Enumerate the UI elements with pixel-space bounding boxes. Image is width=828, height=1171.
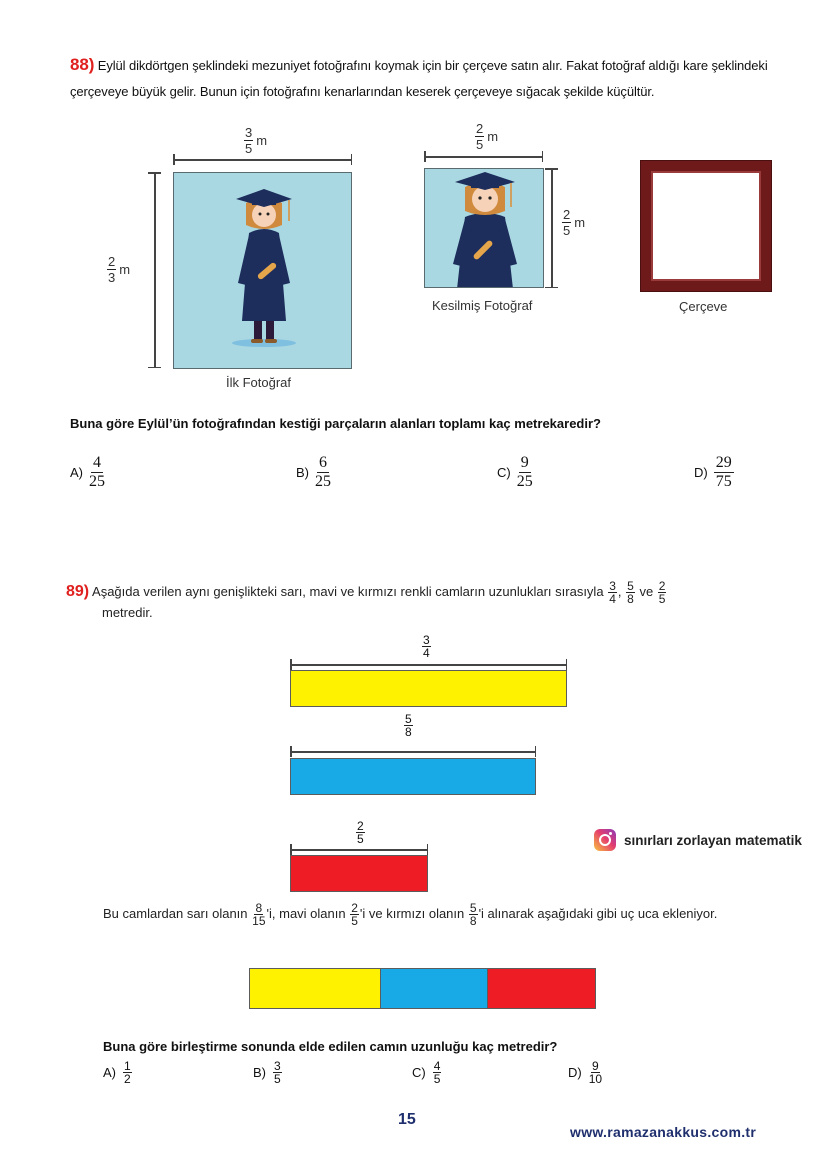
frame-caption: Çerçeve — [679, 299, 728, 314]
q88-text — [70, 52, 790, 105]
instagram-icon — [594, 829, 616, 851]
blue-bar-length-label: $\frac{5}{8}$ — [405, 712, 412, 739]
q89-text-2: Bu camlardan sarı olanın $\frac{8}{15}$ 'i, mavi olanın $\frac{2}{5}$ 'i ve kırmızı olanın $\frac{5}{8}$ 'i alınarak aşağıdaki gibi uç uca ekleniyor. — [103, 901, 718, 928]
q88-option-d[interactable]: D) $\frac{29}{75}$ — [694, 454, 732, 490]
red-bar-length-label: $\frac{2}{5}$ — [357, 819, 364, 846]
q89-question: Buna göre birleştirme sonunda elde edilen camın uzunluğu kaç metredir? — [103, 1039, 558, 1054]
picture-frame — [641, 161, 771, 291]
graduate-girl-cropped-icon — [425, 169, 544, 288]
instagram-handle[interactable]: sınırları zorlayan matematik — [594, 829, 802, 851]
first-photo-caption: İlk Fotoğraf — [226, 375, 292, 390]
cut-photo-height-dimension — [551, 168, 553, 288]
cut-photo-width-label: $\frac{2}{5}$ m — [476, 121, 499, 152]
q89-number: 89) — [66, 582, 90, 600]
q89-option-b[interactable]: B) 3 5 — [253, 1059, 281, 1086]
yellow-bar-dimension — [290, 664, 567, 666]
q88-number: 88) — [70, 55, 95, 74]
first-photo — [173, 172, 352, 369]
page-number: 15 — [398, 1111, 416, 1128]
yellow-glass-bar — [290, 670, 567, 707]
q88-option-a[interactable]: A) $\frac{4}{25}$ — [70, 454, 105, 490]
website-link[interactable]: www.ramazanakkus.com.tr — [570, 1124, 757, 1140]
q89-option-d[interactable]: D) 9 10 — [568, 1059, 603, 1086]
q89-text: 89) Aşağıda verilen aynı genişlikteki sarı, mavi ve kırmızı renkli camların uzunlukları sırasıyla $\frac{3}{4}$ , $\frac{5}{8}$ ve $\frac{2}{5}$ metredir. — [66, 579, 666, 620]
cut-photo — [424, 168, 544, 288]
q89-option-c[interactable]: C) 4 5 — [412, 1059, 441, 1086]
blue-glass-bar — [290, 758, 536, 795]
q88-option-c[interactable]: C) $\frac{9}{25}$ — [497, 454, 533, 490]
q88-body: Eylül dikdörtgen şeklindeki mezuniyet fotoğrafını koymak için bir çerçeve satın alır. Fakat fotoğraf aldığı kare şeklindeki çerçeveye büyük gelir. Bunun için fotoğrafını kenarlarından keserek çerçeveye sığacak şekilde küçültür. — [70, 58, 768, 99]
cut-photo-height-label: $\frac{2}{5}$ m — [563, 207, 586, 238]
q88-question: Buna göre Eylül’ün fotoğrafından kestiği parçaların alanları toplamı kaç metrekaredir? — [70, 416, 601, 431]
q89-option-a[interactable]: A) 1 2 — [103, 1059, 131, 1086]
first-photo-height-label: $\frac{2}{3}$ m — [108, 254, 131, 285]
joined-yellow-segment — [250, 969, 381, 1008]
red-bar-dimension — [290, 849, 428, 851]
graduate-girl-icon — [174, 173, 352, 369]
first-photo-height-dimension — [154, 172, 156, 368]
cut-photo-width-dimension — [424, 156, 543, 158]
cut-photo-caption: Kesilmiş Fotoğraf — [432, 298, 533, 313]
yellow-bar-length-label: $\frac{3}{4}$ — [423, 633, 430, 660]
first-photo-width-dimension — [173, 159, 352, 161]
first-photo-width-label: $\frac{3}{5}$ m — [245, 125, 268, 156]
q88-option-b[interactable]: B) $\frac{6}{25}$ — [296, 454, 331, 490]
joined-blue-segment — [381, 969, 488, 1008]
joined-red-segment — [488, 969, 595, 1008]
red-glass-bar — [290, 855, 428, 892]
joined-glass-bar — [249, 968, 596, 1009]
blue-bar-dimension — [290, 751, 536, 753]
